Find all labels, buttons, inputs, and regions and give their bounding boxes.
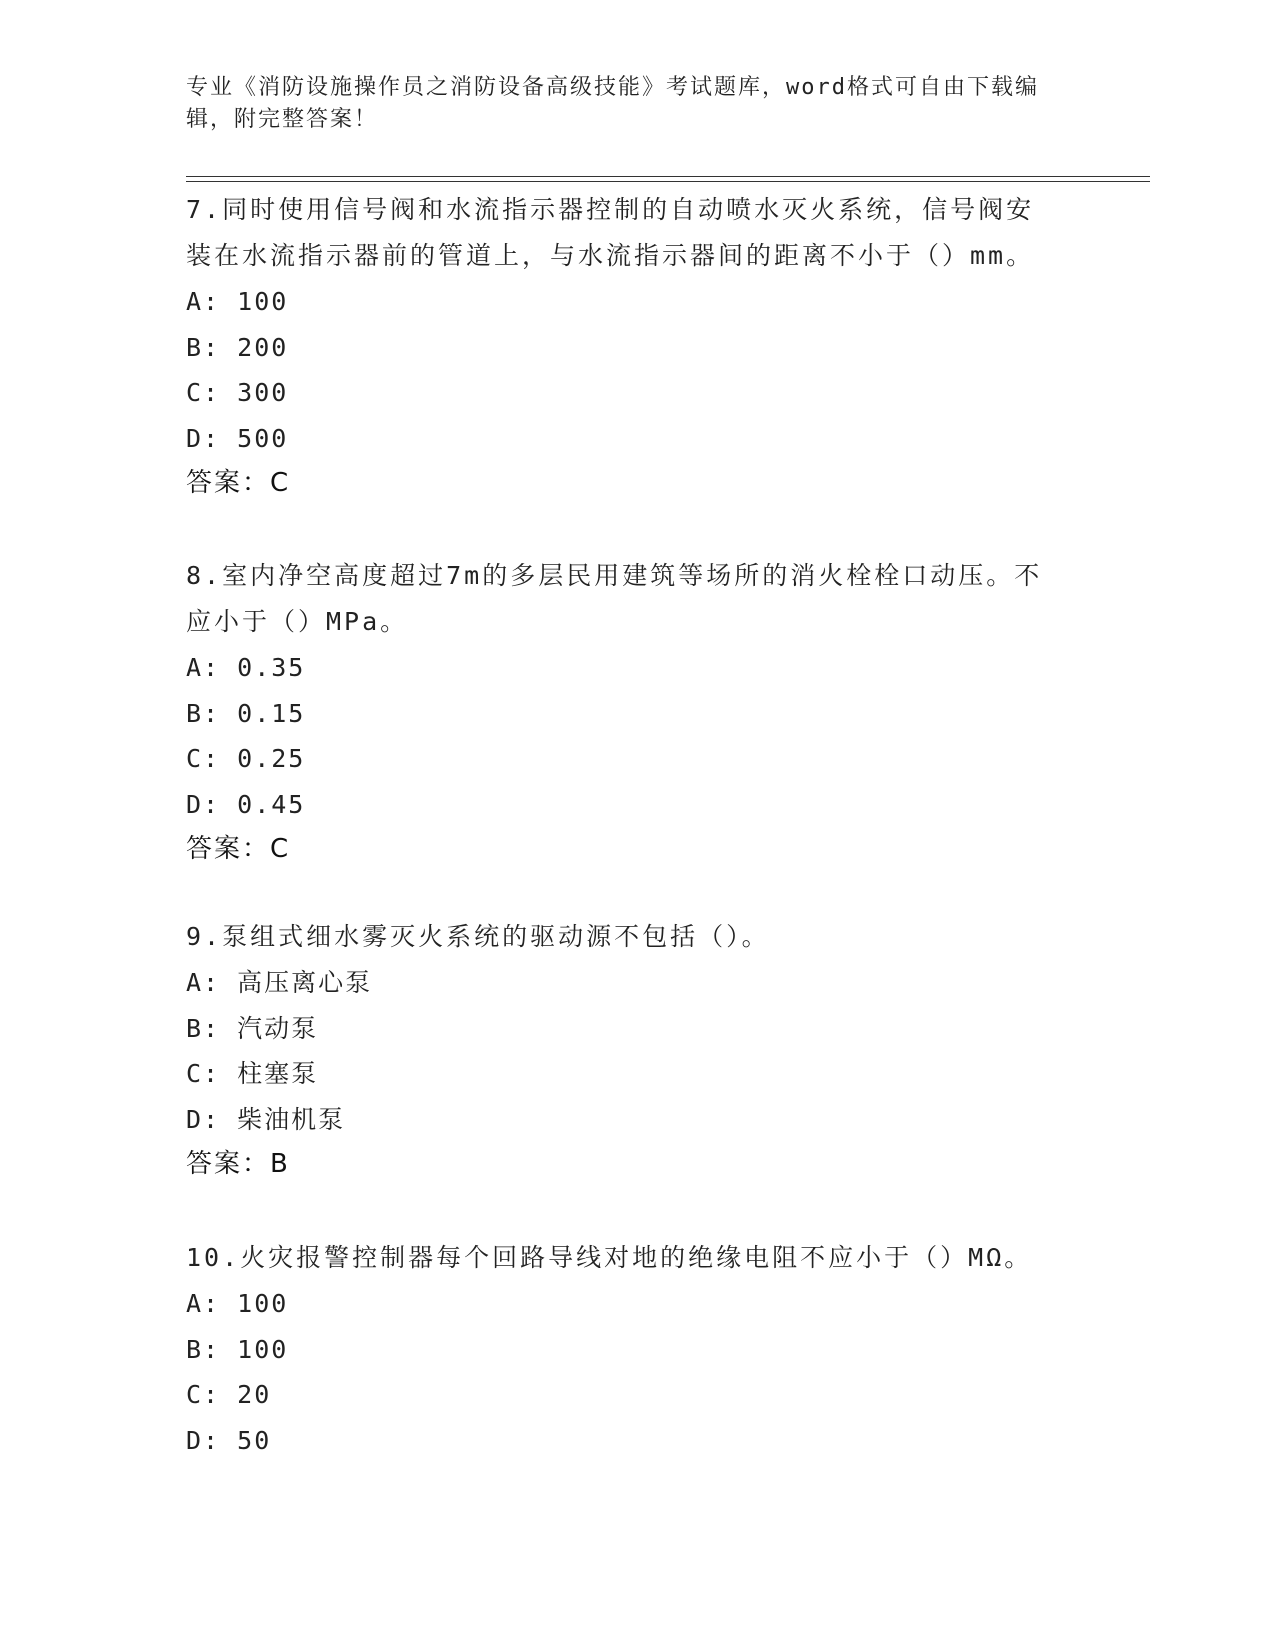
header-line-1: 专业《消防设施操作员之消防设备高级技能》考试题库，word格式可自由下载编: [186, 75, 1039, 100]
question-text-line: 9.泵组式细水雾灭火系统的驱动源不包括（）。: [186, 922, 770, 951]
option-b: B: 100: [186, 1334, 289, 1364]
question-text-line: 7.同时使用信号阀和水流指示器控制的自动喷水灭火系统，信号阀安: [186, 195, 1035, 224]
option-b: B: 汽动泵: [186, 1013, 319, 1043]
question-text-line: 10.火灾报警控制器每个回路导线对地的绝缘电阻不应小于（）MΩ。: [186, 1243, 1033, 1272]
question-7: [186, 187, 1086, 506]
option-d: D: 500: [186, 423, 289, 453]
option-d: D: 柴油机泵: [186, 1104, 346, 1134]
option-c: C: 300: [186, 378, 289, 407]
question-text-line: 装在水流指示器前的管道上，与水流指示器间的距离不小于（）mm。: [186, 241, 1035, 270]
document-header: [186, 72, 1066, 136]
option-b: B: 200: [186, 332, 289, 362]
question-10: [186, 1235, 1086, 1463]
option-b: B: 0.15: [186, 698, 306, 728]
option-a: A: 高压离心泵: [186, 968, 373, 997]
option-d: D: 50: [186, 1425, 272, 1455]
option-a: A: 0.35: [186, 653, 306, 682]
option-c: C: 20: [186, 1380, 272, 1409]
answer-label: 答案：B: [186, 1149, 290, 1179]
answer-label: 答案：C: [186, 468, 291, 498]
answer-label: 答案：C: [186, 834, 291, 864]
question-text-line: 8.室内净空高度超过7m的多层民用建筑等场所的消火栓栓口动压。不: [186, 561, 1043, 590]
option-c: C: 0.25: [186, 744, 306, 773]
header-divider-top: [186, 176, 1150, 177]
question-9: [186, 914, 1086, 1187]
header-divider-bottom: [186, 181, 1150, 182]
option-a: A: 100: [186, 1289, 289, 1318]
option-c: C: 柱塞泵: [186, 1059, 319, 1088]
header-line-2: 辑，附完整答案！: [186, 107, 379, 132]
question-text-line: 应小于（）MPa。: [186, 607, 409, 636]
option-a: A: 100: [186, 287, 289, 316]
question-8: [186, 553, 1086, 872]
option-d: D: 0.45: [186, 789, 306, 819]
